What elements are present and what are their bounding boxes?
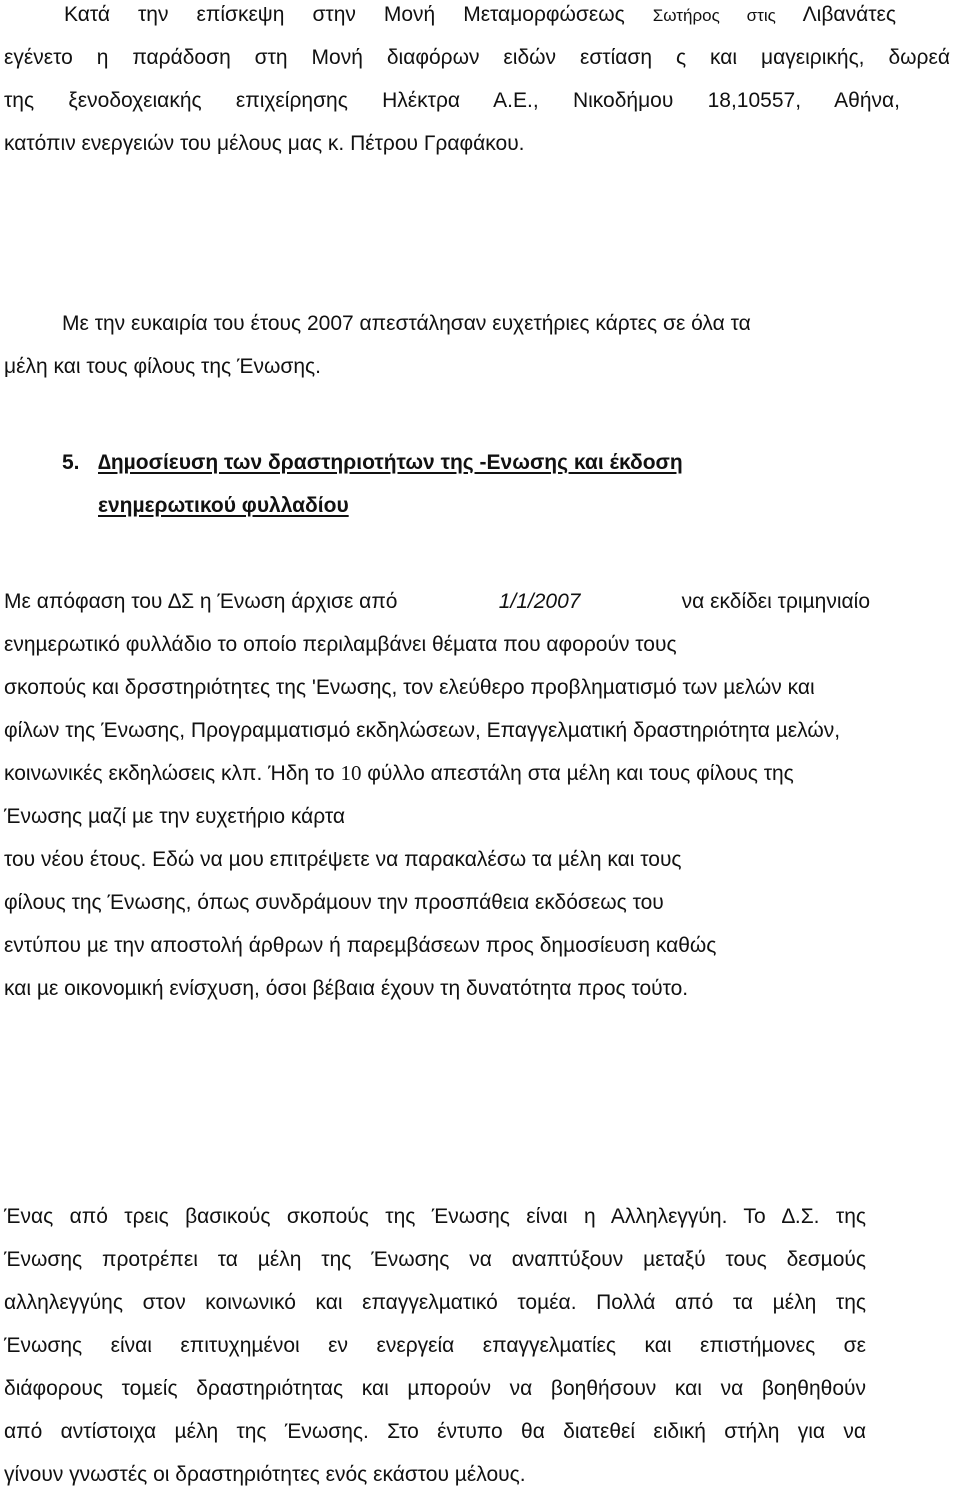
newsletter-line-8: φίλους της Ένωσης, όπως συνδράµουν την προσπάθεια εκδόσεως του: [4, 891, 664, 914]
section-number: 5.: [62, 451, 80, 474]
section-title-line-2: ενηµερωτικού φυλλαδίου: [98, 494, 349, 517]
cards-line-2: μέλη και τους φίλους της Ένωσης.: [4, 355, 321, 378]
intro-line-1: Κατά την επίσκεψη στην Μονή Μεταμορφώσεως Σωτήρος στις Λιβανάτες: [64, 3, 896, 26]
newsletter-line-5: κοινωνικές εκδηλώσεις κλπ. Ήδη το 10 φύλλο απεστάλη στα µέλη και τους φίλους της: [4, 761, 794, 785]
newsletter-line-9: εντύπου µε την αποστολή άρθρων ή παρεµβάσεων προς δηµοσίευση καθώς: [4, 934, 717, 957]
intro-line-4: κατόπιν ενεργειών του μέλους μας κ. Πέτρου Γραφάκου.: [4, 132, 525, 155]
newsletter-line-1: Με απόφαση του ∆Σ η Ένωση άρχισε από 1/1/2007 να εκδίδει τριµηνιαίο: [4, 590, 870, 613]
solidarity-line-3: αλληλεγγύης στον κοινωνικό και επαγγελµατικό τοµέα. Πολλά από τα µέλη της: [4, 1291, 866, 1314]
solidarity-line-1: Ένας από τρεις βασικούς σκοπούς της Ένωσης είναι η Αλληλεγγύη. Το ∆.Σ. της: [4, 1205, 866, 1228]
intro-line-2: εγένετο η παράδοση στη Μονή διαφόρων ειδών εστίαση ς και μαγειρικής, δωρεά: [4, 46, 950, 69]
solidarity-line-7: γίνουν γνωστές οι δραστηριότητες ενός εκάστου µέλους.: [4, 1463, 526, 1486]
solidarity-line-2: Ένωσης προτρέπει τα µέλη της Ένωσης να αναπτύξουν µεταξύ τους δεσµούς: [4, 1248, 866, 1271]
solidarity-line-6: από αντίστοιχα µέλη της Ένωσης. Στο έντυπο θα διατεθεί ειδική στήλη για να: [4, 1420, 866, 1443]
newsletter-line-10: και µε οικονοµική ενίσχυση, όσοι βέβαια έχουν τη δυνατότητα προς τούτο.: [4, 977, 689, 1000]
newsletter-line-4: φίλων της Ένωσης, Προγραµµατισµό εκδηλώσεων, Επαγγελµατική δραστηριότητα µελών,: [4, 719, 841, 742]
cards-line-1: Με την ευκαιρία του έτους 2007 απεστάλησαν ευχετήριες κάρτες σε όλα τα: [62, 312, 751, 335]
solidarity-line-4: Ένωσης είναι επιτυχηµένοι εν ενεργεία επαγγελµατίες και επιστήµονες σε: [4, 1334, 866, 1357]
intro-line-3: της ξενοδοχειακής επιχείρησης Ηλέκτρα Α.Ε., Νικοδήμου 18,10557, Αθήνα,: [4, 89, 900, 112]
section-title-line-1: ∆ηµοσίευση των δραστηριοτήτων της -Ενωσης και έκδοση: [98, 451, 683, 474]
solidarity-line-5: διάφορους τοµείς δραστηριότητας και µπορούν να βοηθήσουν και να βοηθηθούν: [4, 1377, 866, 1400]
newsletter-line-6: Ένωσης µαζί µε την ευχετήριο κάρτα: [4, 805, 346, 828]
newsletter-line-3: σκοπούς και δρσστηριότητες της 'Ενωσης, τον ελεύθερο προβληµατισµό των µελών και: [4, 676, 815, 699]
newsletter-line-7: του νέου έτους. Εδώ να µου επιτρέψετε να παρακαλέσω τα µέλη και τους: [4, 848, 682, 871]
newsletter-line-2: ενηµερωτικό φυλλάδιο το οποίο περιλαµβάνει θέµατα που αφορούν τους: [4, 633, 677, 656]
